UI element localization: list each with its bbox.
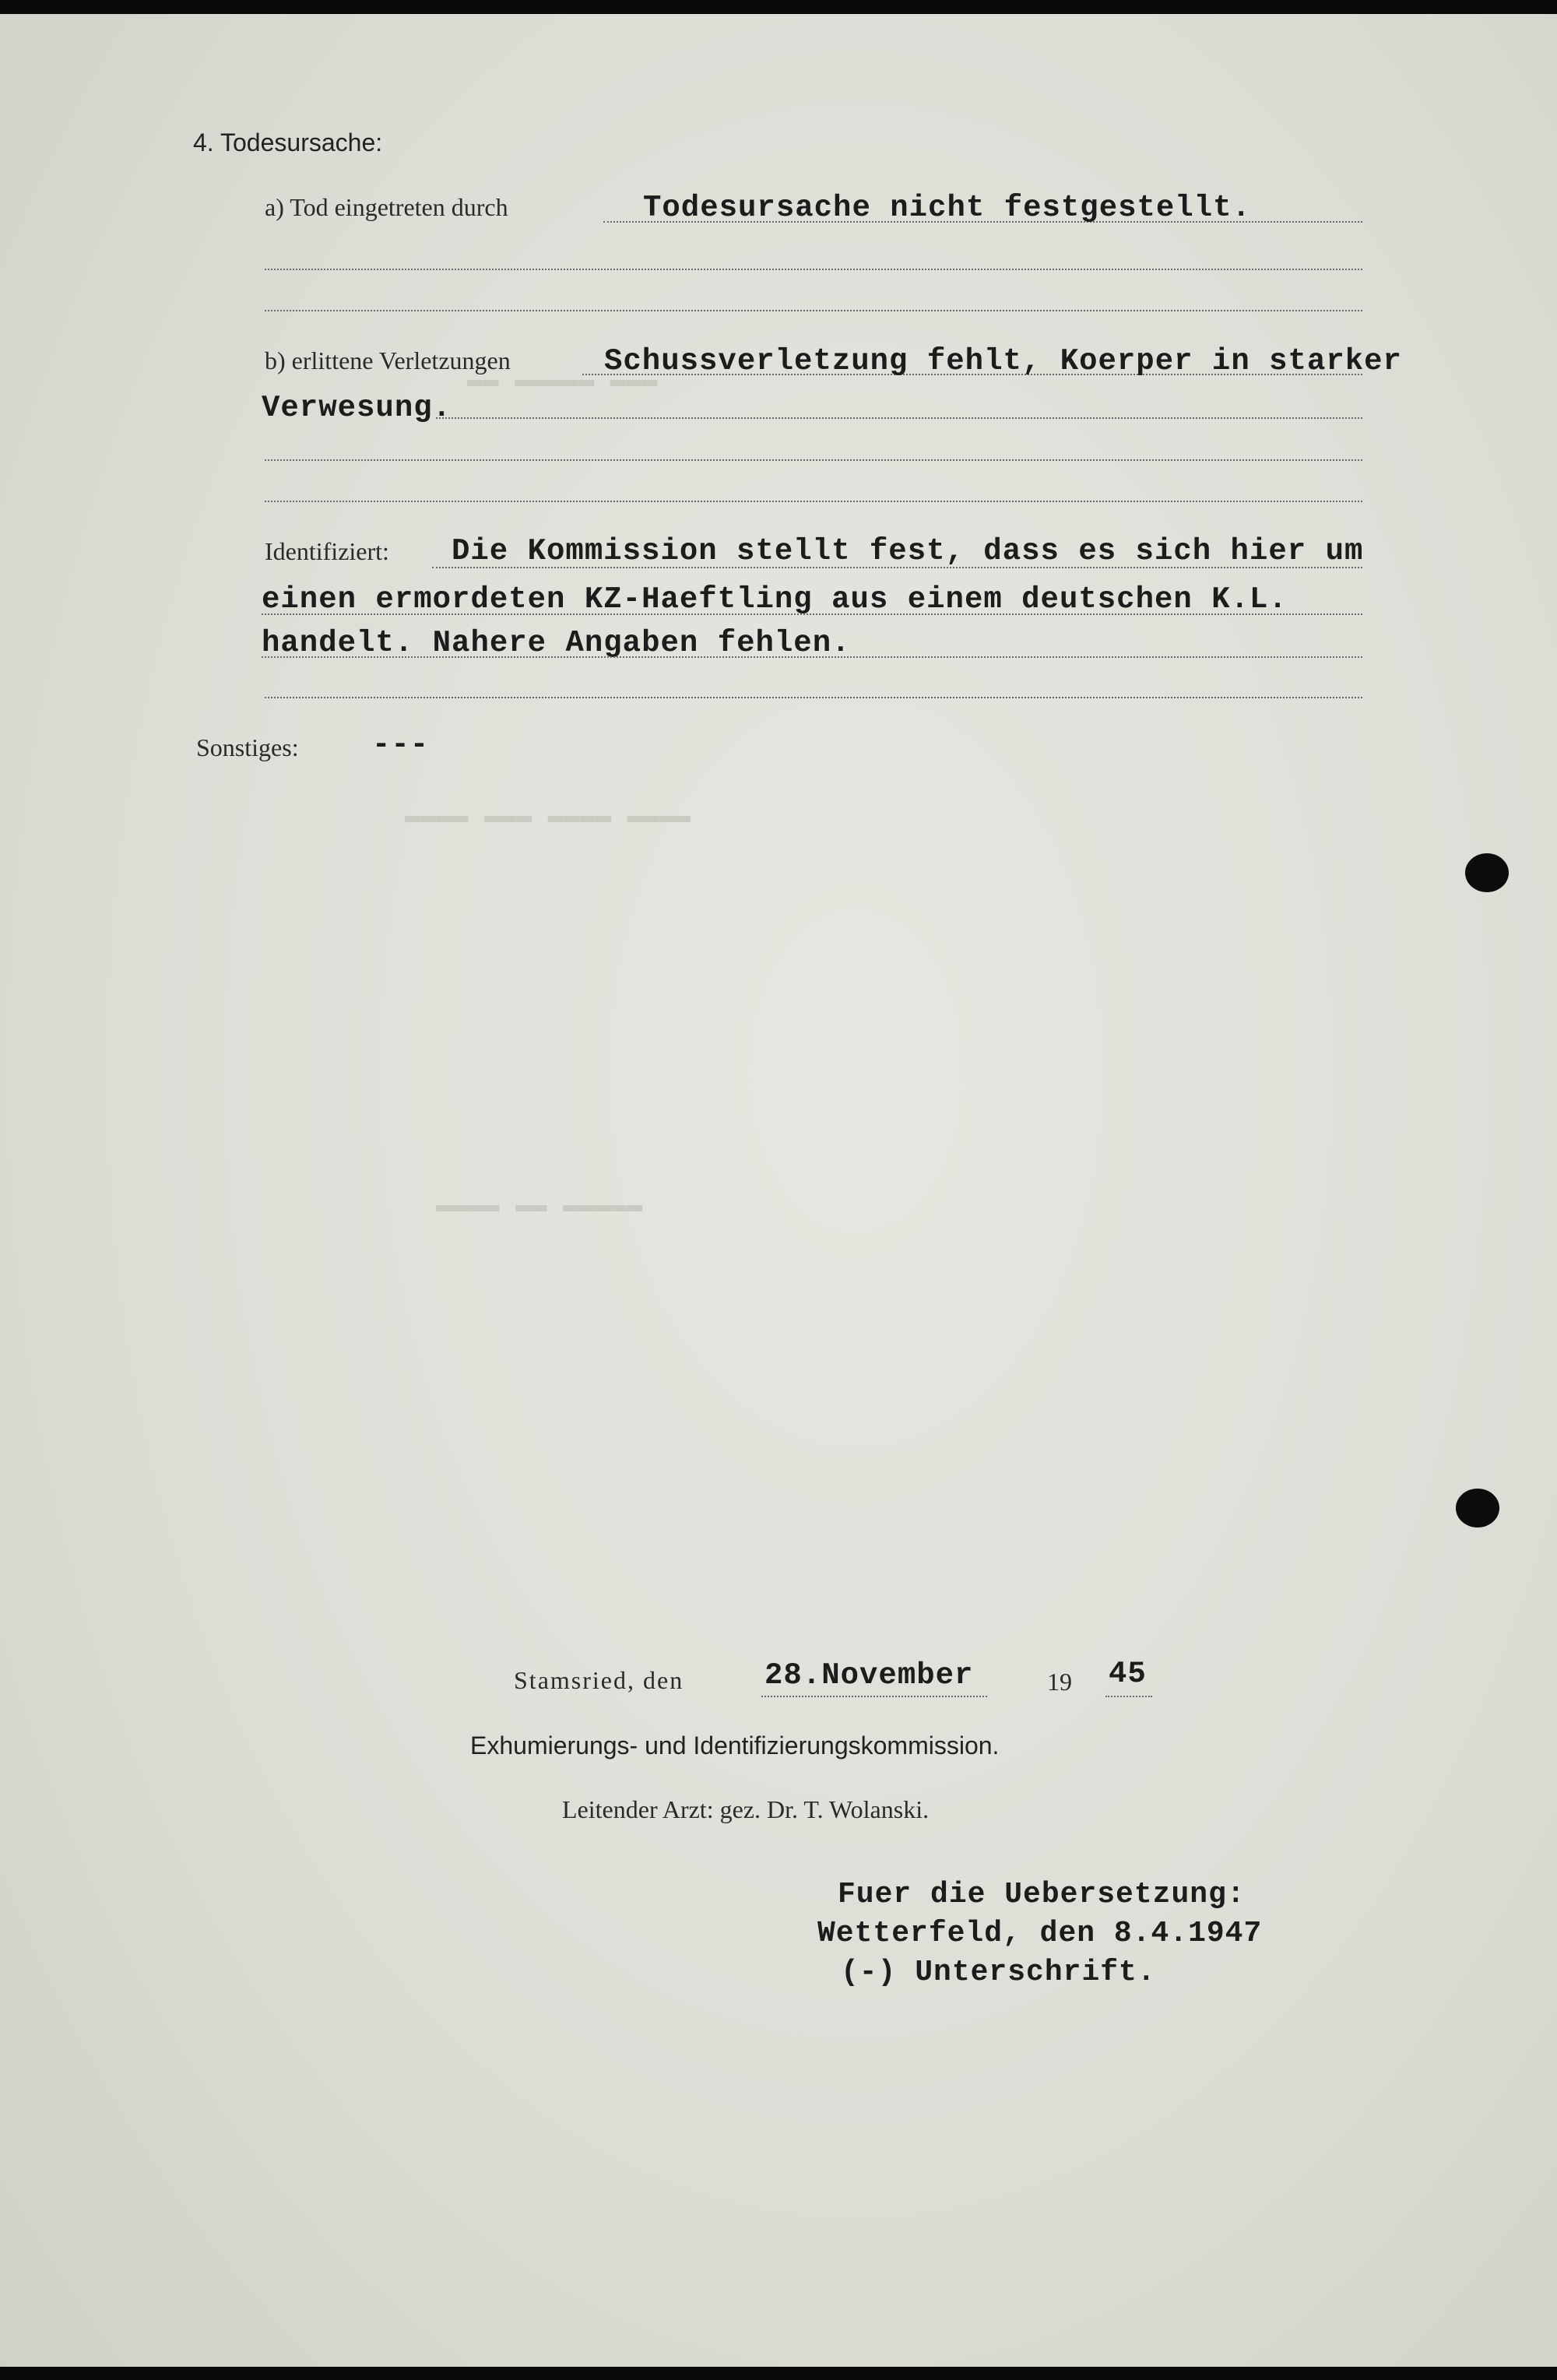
translation-line3: (-) Unterschrift. [841, 1956, 1156, 1989]
dotted-line [265, 310, 1362, 311]
dotted-line [1105, 1696, 1152, 1697]
binding-hole [1456, 1489, 1499, 1527]
doctor-line: Leitender Arzt: gez. Dr. T. Wolanski. [562, 1795, 930, 1823]
section-heading: 4. Todesursache: [193, 128, 383, 156]
dotted-line [436, 417, 1362, 419]
place-date-label: Stamsried, den [514, 1666, 684, 1694]
scan-bottom-edge [0, 2367, 1557, 2380]
year-value: 45 [1109, 1657, 1147, 1691]
dotted-line [262, 656, 1362, 658]
dotted-line [761, 1696, 987, 1697]
cause-label: a) Tod eingetreten durch [265, 193, 508, 221]
dotted-line [262, 613, 1362, 615]
commission-title: Exhumierungs- und Identifizierungskommission. [470, 1731, 1000, 1760]
identified-value-line2: einen ermordeten KZ-Haeftling aus einem deutschen K.L. [262, 582, 1288, 617]
dotted-line [265, 269, 1362, 270]
injuries-value-line1: Schussverletzung fehlt, Koerper in starker [604, 344, 1402, 378]
date-value: 28.November [764, 1658, 974, 1693]
misc-value: --- [372, 728, 430, 762]
dotted-line [265, 697, 1362, 698]
cause-value: Todesursache nicht festgestellt. [643, 191, 1251, 225]
year-prefix: 19 [1047, 1668, 1072, 1696]
bleed-through-text: ▬▬▬▬ ▬▬ ▬▬▬▬▬ [436, 1191, 643, 1221]
translation-line2: Wetterfeld, den 8.4.1947 [817, 1917, 1263, 1950]
translation-line1: Fuer die Uebersetzung: [838, 1878, 1246, 1911]
injuries-value-line2: Verwesung. [262, 391, 452, 425]
misc-label: Sonstiges: [196, 733, 299, 761]
binding-hole [1465, 853, 1509, 892]
identified-value-line3: handelt. Nahere Angaben fehlen. [262, 626, 851, 660]
dotted-line [265, 459, 1362, 461]
injuries-label: b) erlittene Verletzungen [265, 346, 511, 374]
identified-value-line1: Die Kommission stellt fest, dass es sich hier um [452, 534, 1364, 568]
dotted-line [265, 501, 1362, 502]
bleed-through-text: ▬▬ ▬▬▬▬▬ ▬▬▬ [467, 366, 658, 395]
identified-label: Identifiziert: [265, 537, 389, 565]
bleed-through-text: ▬▬▬▬ ▬▬▬ ▬▬▬▬ ▬▬▬▬ [405, 802, 691, 831]
scan-top-edge [0, 0, 1557, 14]
